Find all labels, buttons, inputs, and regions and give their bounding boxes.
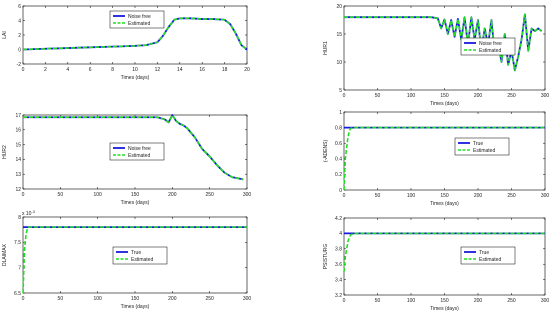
- y-axis-multiplier-exponent: -3: [31, 210, 35, 214]
- x-tick-label: 50: [374, 193, 381, 199]
- y-tick-label: -2: [16, 61, 21, 68]
- legend-label: True: [131, 249, 142, 256]
- legend-label: Noise free: [128, 13, 151, 20]
- y-tick-label: 4.2: [335, 215, 342, 222]
- legend-label: Estimated: [128, 152, 151, 159]
- x-tick-label: 12: [154, 67, 161, 73]
- y-tick-label: 15: [15, 142, 21, 149]
- legend-label: Estimated: [479, 47, 502, 54]
- y-tick-label: 1: [339, 109, 342, 116]
- x-tick-label: 250: [205, 296, 214, 302]
- x-tick-label: 0: [342, 193, 346, 199]
- x-tick-label: 250: [507, 193, 516, 199]
- x-tick-label: 6: [88, 67, 92, 73]
- y-tick-label: 3.4: [335, 277, 342, 284]
- x-tick-label: 50: [374, 298, 381, 304]
- x-tick-label: 150: [440, 93, 449, 99]
- x-tick-label: 18: [221, 67, 228, 73]
- y-tick-label: 10: [336, 59, 342, 66]
- subplot-3: [2, 113, 251, 206]
- legend: [113, 247, 167, 264]
- legend: [110, 11, 164, 28]
- x-tick-label: 100: [406, 193, 416, 199]
- plot-frame: [344, 112, 545, 190]
- x-axis-label: Times (days): [120, 200, 150, 206]
- y-tick-label: 6.5: [14, 290, 21, 297]
- x-tick-label: 2: [44, 67, 47, 73]
- legend: [461, 38, 515, 55]
- legend: [110, 143, 164, 160]
- x-tick-label: 150: [130, 296, 140, 302]
- y-tick-label: 0: [18, 47, 21, 54]
- y-tick-label: 14: [15, 157, 21, 164]
- x-tick-label: 8: [111, 67, 114, 73]
- y-tick-label: 20: [336, 3, 342, 10]
- y-tick-label: 12: [15, 186, 21, 193]
- legend-label: Estimated: [131, 256, 154, 263]
- y-tick-label: 3.6: [335, 262, 342, 268]
- y-tick-label: 7: [18, 265, 21, 272]
- x-tick-label: 100: [93, 296, 102, 302]
- x-tick-label: 300: [540, 298, 550, 304]
- y-axis-label: (-ADENS): [323, 139, 329, 163]
- x-tick-label: 200: [168, 296, 177, 302]
- x-tick-label: 0: [342, 298, 346, 304]
- legend-label: Estimated: [473, 147, 496, 154]
- subplot-6: [323, 216, 549, 312]
- x-tick-label: 300: [242, 192, 252, 198]
- x-tick-label: 100: [406, 93, 416, 99]
- x-axis-label: Times (days): [120, 75, 150, 81]
- y-tick-label: 15: [336, 31, 342, 38]
- x-tick-label: 150: [440, 298, 449, 304]
- y-tick-label: 6: [18, 3, 21, 10]
- y-axis-multiplier: x $10^{-3}$: [22, 210, 35, 217]
- y-tick-label: 3.8: [335, 246, 342, 253]
- x-tick-label: 300: [242, 296, 252, 302]
- subplot-4: [323, 110, 549, 207]
- y-axis-label: PSISTURG: [323, 243, 329, 270]
- x-tick-label: 200: [473, 193, 483, 199]
- x-tick-label: 20: [244, 67, 250, 73]
- y-tick-label: 0.2: [335, 172, 342, 179]
- legend-label: Estimated: [128, 20, 151, 27]
- x-tick-label: 150: [440, 193, 449, 199]
- y-tick-label: 8: [18, 214, 21, 221]
- y-axis-label: LAI: [2, 31, 8, 39]
- y-tick-label: 0.4: [335, 156, 342, 163]
- legend-label: True: [479, 249, 490, 256]
- y-tick-label: 5: [339, 87, 342, 94]
- y-tick-label: 16: [15, 127, 21, 134]
- x-tick-label: 0: [342, 93, 346, 99]
- x-tick-label: 10: [132, 67, 138, 73]
- y-tick-label: 2: [18, 32, 21, 39]
- y-tick-label: 13: [15, 172, 21, 178]
- x-tick-label: 50: [57, 192, 64, 198]
- subplot-1: [2, 4, 250, 81]
- x-tick-label: 0: [21, 296, 25, 302]
- x-tick-label: 200: [168, 192, 177, 198]
- legend: [455, 138, 509, 155]
- legend-label: True: [473, 140, 484, 147]
- x-axis-label: Times (days): [430, 201, 459, 207]
- y-tick-label: 4: [339, 231, 342, 238]
- x-tick-label: 150: [130, 192, 140, 198]
- x-tick-label: 200: [473, 93, 483, 99]
- y-tick-label: 4: [18, 18, 21, 25]
- x-tick-label: 0: [21, 67, 25, 73]
- y-tick-label: 3.2: [335, 292, 342, 299]
- x-tick-label: 0: [21, 192, 25, 198]
- x-axis-label: Times (days): [430, 101, 459, 107]
- x-tick-label: 50: [374, 93, 381, 99]
- x-tick-label: 300: [540, 193, 550, 199]
- y-axis-label: HUR2: [2, 145, 8, 159]
- x-tick-label: 100: [93, 192, 102, 198]
- y-tick-label: 0: [339, 187, 342, 194]
- subplot-2: [323, 4, 549, 107]
- subplot-5: [2, 210, 251, 310]
- legend-label: Noise free: [479, 40, 502, 47]
- x-axis-label: Times (days): [120, 304, 150, 310]
- x-axis-label: Times (days): [430, 306, 459, 312]
- x-tick-label: 200: [473, 298, 483, 304]
- x-tick-label: 16: [199, 67, 205, 73]
- x-tick-label: 100: [406, 298, 416, 304]
- y-axis-label: DLAIMAX: [2, 244, 8, 266]
- y-tick-label: 0.8: [335, 125, 342, 132]
- legend: [461, 247, 515, 264]
- legend-label: Noise free: [128, 145, 151, 152]
- x-tick-label: 250: [507, 298, 516, 304]
- y-tick-label: 17: [15, 112, 21, 119]
- x-tick-label: 250: [205, 192, 214, 198]
- x-tick-label: 14: [177, 67, 183, 73]
- x-tick-label: 300: [540, 93, 550, 99]
- x-tick-label: 4: [66, 67, 70, 73]
- y-tick-label: 7.5: [14, 240, 21, 247]
- y-axis-label: HUR1: [323, 41, 329, 55]
- y-tick-label: 0.6: [335, 141, 342, 147]
- x-tick-label: 250: [507, 93, 516, 99]
- x-tick-label: 50: [57, 296, 64, 302]
- legend-label: Estimated: [479, 256, 502, 263]
